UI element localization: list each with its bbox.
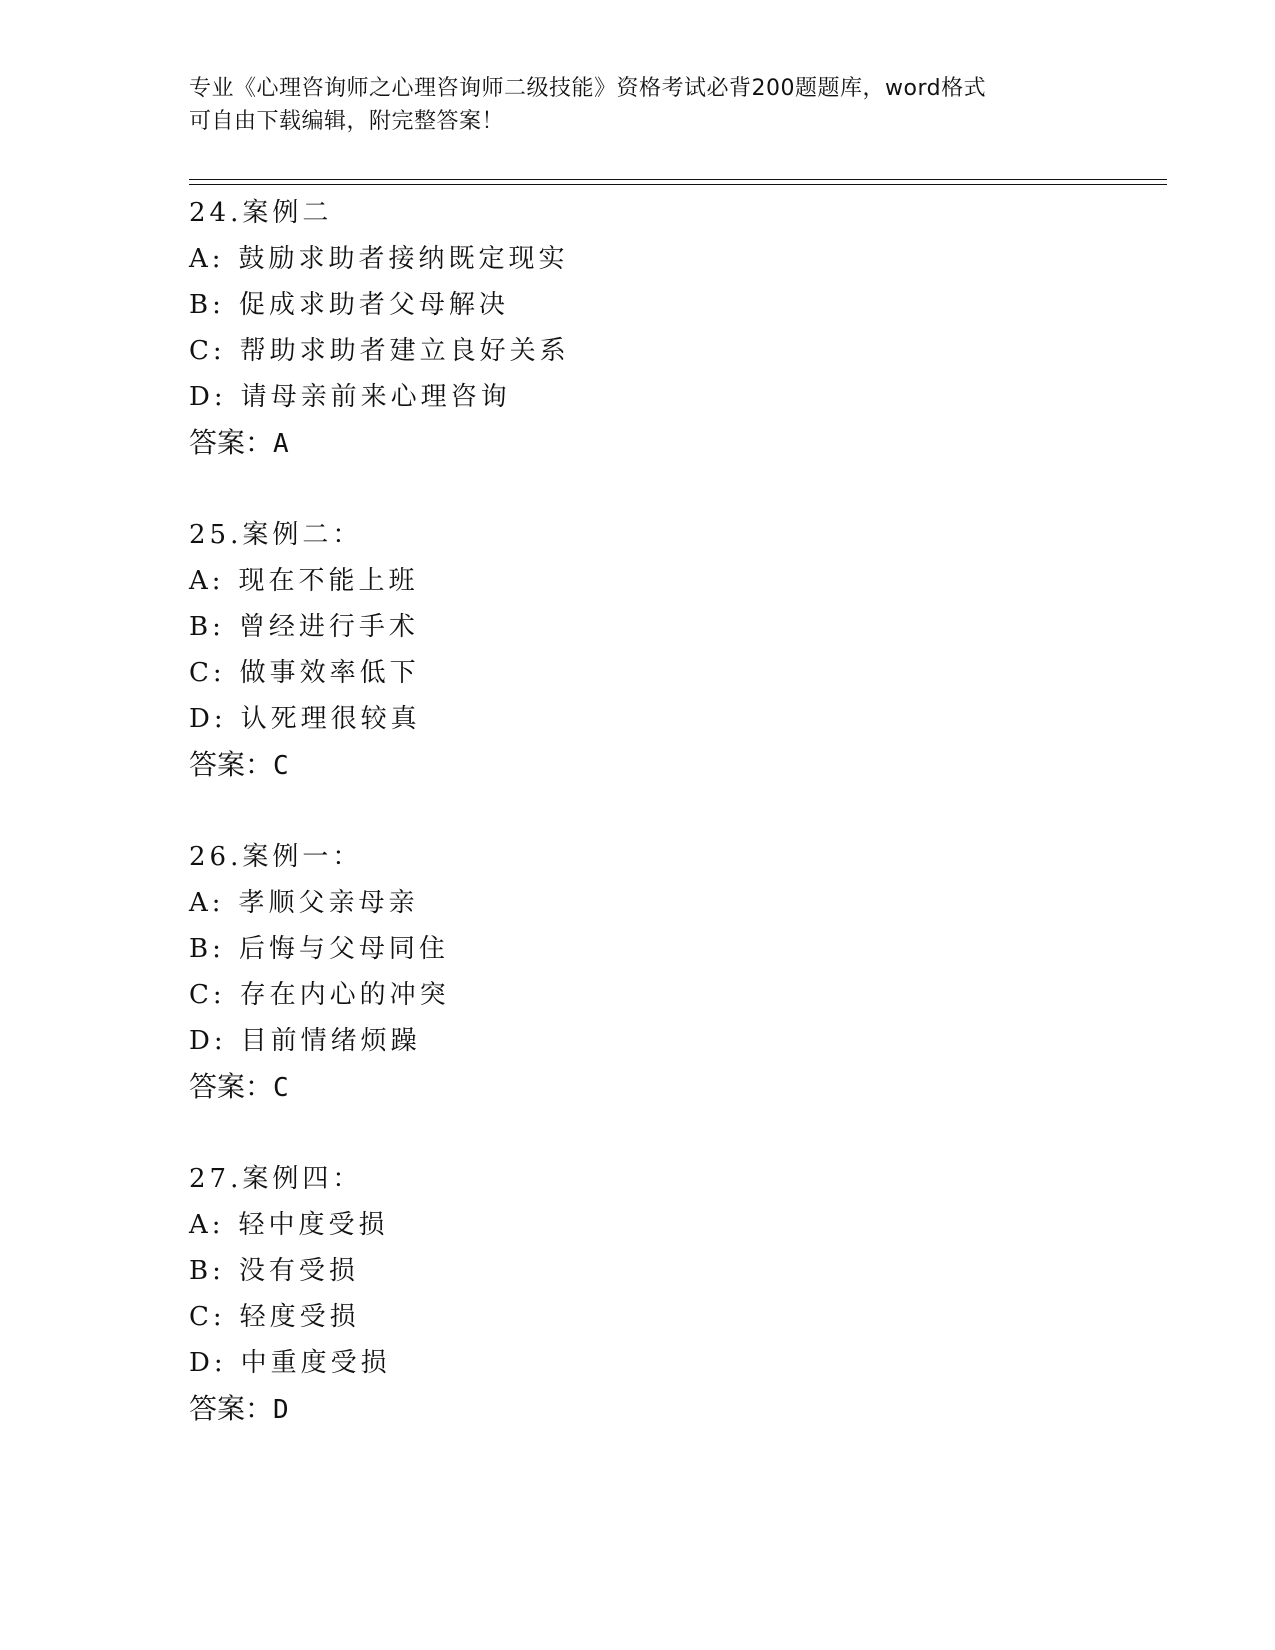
answer-label: 答案：: [189, 426, 274, 459]
question-27: [189, 1156, 1149, 1432]
option-text: 曾经进行手术: [238, 612, 419, 642]
option-separator: :: [213, 382, 227, 412]
option-key: B: [189, 612, 213, 642]
question-title: [189, 190, 1149, 236]
header-line-1: 专业《心理咨询师之心理咨询师二级技能》资格考试必背200题题库，word格式: [189, 76, 987, 101]
question-number: 25.: [189, 520, 243, 550]
question-title: [189, 1156, 1149, 1202]
option-key: D: [189, 1348, 214, 1378]
option-key: C: [189, 1302, 213, 1332]
option-key: B: [189, 290, 213, 320]
question-title: [189, 834, 1149, 880]
option-a: [189, 558, 1149, 604]
question-text: 案例一：: [242, 842, 363, 872]
option-c: [189, 972, 1149, 1018]
option-separator: :: [212, 290, 225, 320]
option-separator: :: [211, 1210, 225, 1240]
option-text: 做事效率低下: [239, 658, 420, 688]
option-key: D: [189, 382, 214, 412]
document-header: [189, 72, 1089, 138]
option-text: 孝顺父亲母亲: [238, 888, 419, 918]
option-key: B: [189, 1256, 213, 1286]
option-c: [189, 1294, 1149, 1340]
option-text: 促成求助者父母解决: [238, 290, 509, 320]
answer-label: 答案：: [189, 1070, 274, 1103]
option-text: 后悔与父母同住: [238, 934, 449, 964]
option-key: B: [189, 934, 213, 964]
option-text: 轻中度受损: [238, 1210, 389, 1240]
question-25: [189, 512, 1149, 788]
option-c: [189, 328, 1149, 374]
option-separator: :: [213, 1348, 227, 1378]
option-a: [189, 880, 1149, 926]
question-number: 27.: [189, 1164, 243, 1194]
answer-value: D: [273, 1395, 289, 1425]
option-text: 帮助求助者建立良好关系: [239, 336, 570, 366]
question-text: 案例二: [242, 198, 333, 228]
option-key: A: [189, 888, 212, 918]
question-26: [189, 834, 1149, 1110]
answer-line: [189, 1386, 1149, 1432]
option-text: 请母亲前来心理咨询: [240, 382, 511, 412]
option-text: 存在内心的冲突: [239, 980, 450, 1010]
option-d: [189, 696, 1149, 742]
option-d: [189, 374, 1149, 420]
answer-value: A: [273, 429, 289, 459]
option-key: A: [189, 566, 212, 596]
question-number: 24.: [189, 198, 243, 228]
option-separator: :: [211, 566, 225, 596]
option-separator: :: [211, 244, 225, 274]
answer-label: 答案：: [189, 748, 274, 781]
option-separator: :: [213, 704, 227, 734]
option-b: [189, 926, 1149, 972]
answer-value: C: [273, 751, 289, 781]
option-key: D: [189, 704, 214, 734]
option-separator: :: [212, 934, 225, 964]
option-key: C: [189, 980, 213, 1010]
option-separator: :: [212, 1302, 226, 1332]
option-key: C: [189, 658, 213, 688]
option-separator: :: [211, 888, 225, 918]
header-divider-top: [189, 179, 1167, 180]
question-title: [189, 512, 1149, 558]
option-d: [189, 1340, 1149, 1386]
answer-label: 答案：: [189, 1392, 274, 1425]
option-separator: :: [212, 612, 225, 642]
question-text: 案例二：: [242, 520, 363, 550]
option-b: [189, 604, 1149, 650]
answer-value: C: [273, 1073, 289, 1103]
question-24: [189, 190, 1149, 466]
option-text: 鼓励求助者接纳既定现实: [238, 244, 569, 274]
answer-line: [189, 742, 1149, 788]
header-line-2: 可自由下载编辑，附完整答案！: [189, 109, 505, 134]
answer-line: [189, 420, 1149, 466]
option-text: 目前情绪烦躁: [240, 1026, 421, 1056]
question-list: [189, 190, 1149, 1478]
option-separator: :: [212, 1256, 225, 1286]
option-d: [189, 1018, 1149, 1064]
option-a: [189, 236, 1149, 282]
option-separator: :: [212, 980, 226, 1010]
option-key: D: [189, 1026, 214, 1056]
option-separator: :: [213, 1026, 227, 1056]
option-key: A: [189, 1210, 212, 1240]
option-key: C: [189, 336, 213, 366]
option-separator: :: [212, 658, 226, 688]
question-text: 案例四：: [242, 1164, 363, 1194]
option-separator: :: [212, 336, 226, 366]
option-text: 轻度受损: [239, 1302, 360, 1332]
option-b: [189, 1248, 1149, 1294]
option-text: 没有受损: [238, 1256, 359, 1286]
option-b: [189, 282, 1149, 328]
answer-line: [189, 1064, 1149, 1110]
header-divider-bottom: [189, 184, 1167, 185]
question-number: 26.: [189, 842, 243, 872]
option-a: [189, 1202, 1149, 1248]
option-key: A: [189, 244, 212, 274]
option-text: 认死理很较真: [240, 704, 421, 734]
option-text: 中重度受损: [240, 1348, 391, 1378]
option-c: [189, 650, 1149, 696]
option-text: 现在不能上班: [238, 566, 419, 596]
